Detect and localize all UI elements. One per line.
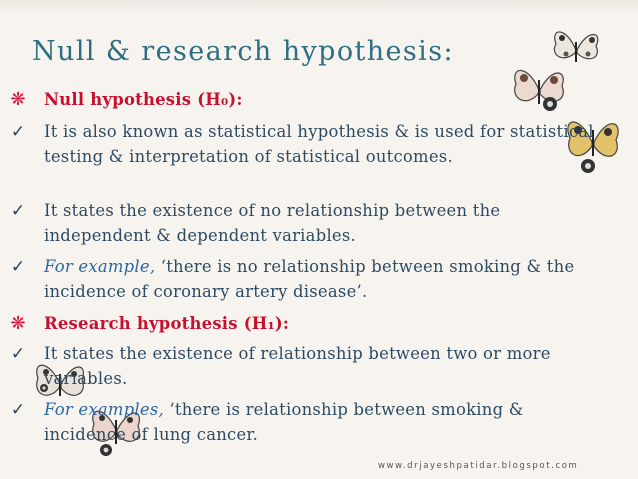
example-text: ‘there is no relationship between smoking & the incidence of coronary artery disease’. xyxy=(44,257,575,301)
bullet-heading: Research hypothesis (H₁): xyxy=(44,314,290,333)
check-icon: ✓ xyxy=(10,122,26,142)
example-text: ‘there is relationship between smoking & incidence of lung cancer. xyxy=(44,400,524,444)
flower-icon: ❋ xyxy=(10,89,26,110)
bullet-text: It is also known as statistical hypothesis & is used for statistical testing & interpretation of statistical outcomes. xyxy=(44,122,594,166)
footer-url: www.drjayeshpatidar.blogspot.com xyxy=(378,461,579,471)
check-icon: ✓ xyxy=(10,400,26,420)
check-icon: ✓ xyxy=(10,257,26,277)
bullet-text xyxy=(44,398,596,447)
flower-icon: ❋ xyxy=(10,313,26,334)
check-icon: ✓ xyxy=(10,201,26,221)
example-lead: For examples, xyxy=(44,400,164,419)
bullet-text: It states the existence of no relationship between the independent & dependent variables. xyxy=(44,201,501,245)
example-lead: For example, xyxy=(44,257,156,276)
check-icon: ✓ xyxy=(10,344,26,364)
slide-title: Null & research hypothesis: xyxy=(32,36,454,67)
bullet-heading: Null hypothesis (H₀): xyxy=(44,90,243,109)
bullet-text xyxy=(44,255,596,304)
bullet-text: It states the existence of relationship between two or more variables. xyxy=(44,344,551,388)
